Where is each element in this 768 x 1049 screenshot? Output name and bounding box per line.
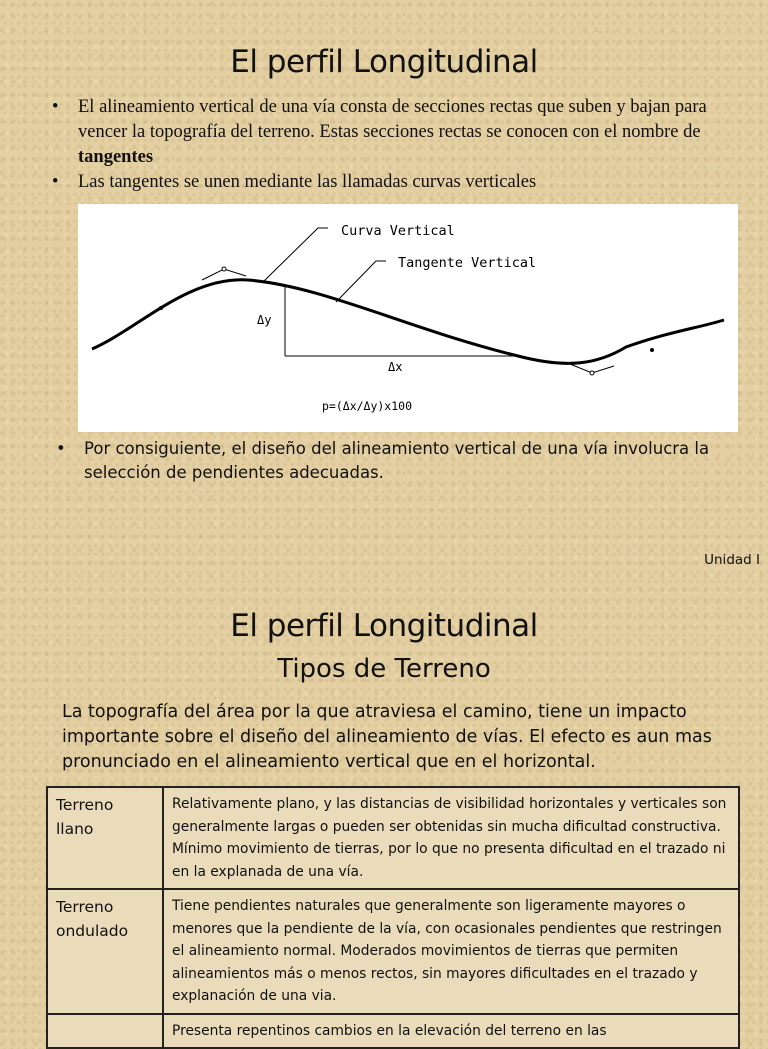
bullet-tangentes-bold: tangentes	[78, 147, 154, 167]
crest-curve-pi	[222, 267, 226, 271]
terrain-name: Terreno ondulado	[47, 889, 163, 1014]
terrain-name: Terreno llano	[47, 787, 163, 889]
bullet-tangentes	[52, 95, 752, 170]
slide-2-title: El perfil Longitudinal	[230, 608, 538, 644]
footer-unit: Unidad I	[704, 552, 760, 568]
vertical-curve-svg	[78, 204, 738, 432]
bullet-pendientes: • Por consiguiente, el diseño del alineamiento vertical de una vía involucra la selección de pendientes adecuadas.	[56, 437, 756, 485]
tangent-dot-2	[650, 348, 654, 352]
profile-line	[92, 280, 724, 364]
table-row	[47, 787, 739, 889]
table-row	[47, 1014, 739, 1049]
bullet-curvas: • Las tangentes se unen mediante las llamadas curvas verticales	[52, 170, 752, 195]
intro-paragraph: La topografía del área por la que atraviesa el camino, tiene un impacto importante sobre el diseño del alineamiento de vías. El efecto es aun mas pronunciado en el alineamiento vertical que en el horizontal.	[62, 702, 712, 772]
label-tangente-vertical: Tangente Vertical	[398, 255, 537, 271]
curve-leader	[264, 228, 328, 281]
slide-2	[0, 582, 768, 1039]
sag-curve-pi	[590, 371, 594, 375]
terrain-name	[47, 1014, 163, 1049]
vertical-curve-diagram	[78, 204, 738, 432]
slide-1-title: El perfil Longitudinal	[230, 44, 538, 80]
terrain-description: Presenta repentinos cambios en la elevación del terreno en las	[163, 1014, 739, 1049]
terrain-description: Relativamente plano, y las distancias de visibilidad horizontales y verticales son generalmente largas o pueden ser obtenidas sin mucha dificultad constructiva. Mínimo movimiento de tierras, por lo que no presenta dificultad en el trazado ni en la explanada de una vía.	[163, 787, 739, 889]
terrain-types-table	[46, 786, 740, 1049]
label-formula: p=(Δx/Δy)x100	[322, 399, 413, 413]
bullet-tangentes-text: El alineamiento vertical de una vía consta de secciones rectas que suben y bajan para vencer la topografía del terreno. Estas secciones rectas se conocen con el nombre de	[78, 97, 707, 142]
label-curva-vertical: Curva Vertical	[341, 223, 455, 239]
tangent-leader	[336, 261, 386, 302]
bullet-list-bottom	[56, 437, 756, 485]
bullet-list-top	[52, 95, 752, 195]
label-dy: Δy	[257, 313, 272, 327]
label-dx: Δx	[388, 360, 403, 374]
tangent-dot-1	[159, 306, 163, 310]
terrain-description: Tiene pendientes naturales que generalmente son ligeramente mayores o menores que la pendiente de la vía, con ocasionales pendientes que restringen el alineamiento normal. Moderados movimientos de tierras que permiten alineamientos más o menos rectos, sin mayores dificultades en el trazado y explanación de una via.	[163, 889, 739, 1014]
slide-2-subtitle: Tipos de Terreno	[277, 654, 491, 684]
table-row	[47, 889, 739, 1014]
